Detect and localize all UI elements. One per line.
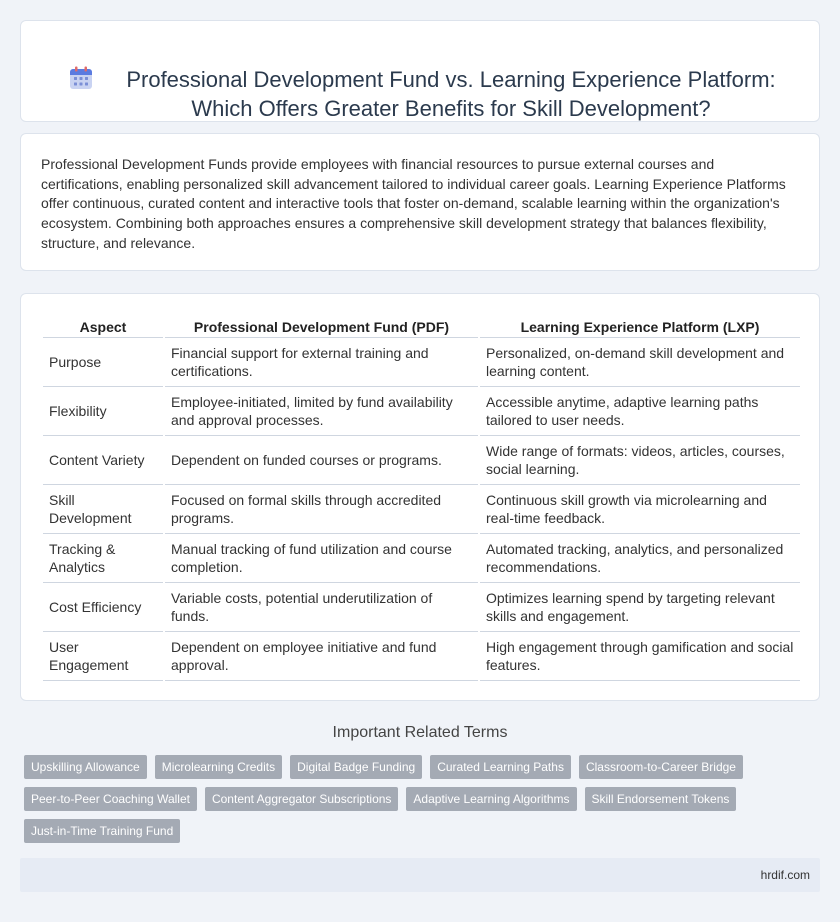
term-tag[interactable]: Classroom-to-Career Bridge	[579, 755, 743, 779]
row-pdf: Financial support for external training and certifications.	[165, 338, 478, 387]
header-aspect: Aspect	[43, 314, 163, 338]
row-aspect: Skill Development	[43, 485, 163, 534]
term-tag[interactable]: Curated Learning Paths	[430, 755, 571, 779]
row-lxp: High engagement through gamification and social features.	[480, 632, 800, 681]
footer-site-link[interactable]: hrdif.com	[760, 868, 810, 882]
related-terms	[24, 755, 824, 851]
row-lxp: Personalized, on-demand skill development and learning content.	[480, 338, 800, 387]
row-lxp: Optimizes learning spend by targeting relevant skills and engagement.	[480, 583, 800, 632]
table-row	[43, 583, 800, 632]
title-card	[20, 20, 820, 122]
page-title: Professional Development Fund vs. Learning Experience Platform: Which Offers Greater Benefits for Skill Development?	[126, 67, 776, 121]
intro-card	[20, 133, 820, 271]
term-tag[interactable]: Digital Badge Funding	[290, 755, 422, 779]
header-pdf: Professional Development Fund (PDF)	[165, 314, 478, 338]
term-tag[interactable]: Peer-to-Peer Coaching Wallet	[24, 787, 197, 811]
tag-row	[24, 819, 824, 843]
row-aspect: Purpose	[43, 338, 163, 387]
row-pdf: Variable costs, potential underutilization of funds.	[165, 583, 478, 632]
header-lxp: Learning Experience Platform (LXP)	[480, 314, 800, 338]
row-lxp: Continuous skill growth via microlearning and real-time feedback.	[480, 485, 800, 534]
comparison-card	[20, 293, 820, 701]
calendar-icon	[69, 66, 93, 90]
intro-paragraph: Professional Development Funds provide employees with financial resources to pursue external courses and certifications, enabling personalized skill advancement tailored to individual career goals. Learning Experience Platforms offer continuous, curated content and interactive tools that foster on-demand, scalable learning within the organization's ecosystem. Combining both approaches ensures a comprehensive skill development strategy that balances flexibility, structure, and relevance.	[41, 156, 786, 251]
row-aspect: Cost Efficiency	[43, 583, 163, 632]
table-row	[43, 387, 800, 436]
term-tag[interactable]: Just-in-Time Training Fund	[24, 819, 180, 843]
row-aspect: User Engagement	[43, 632, 163, 681]
tag-row	[24, 755, 824, 779]
table-row	[43, 338, 800, 387]
term-tag[interactable]: Upskilling Allowance	[24, 755, 147, 779]
tag-row	[24, 787, 824, 811]
row-lxp: Accessible anytime, adaptive learning paths tailored to user needs.	[480, 387, 800, 436]
row-lxp: Wide range of formats: videos, articles, courses, social learning.	[480, 436, 800, 485]
term-tag[interactable]: Microlearning Credits	[155, 755, 282, 779]
row-aspect: Flexibility	[43, 387, 163, 436]
related-terms-heading: Important Related Terms	[332, 724, 508, 741]
table-row	[43, 485, 800, 534]
row-aspect: Content Variety	[43, 436, 163, 485]
row-pdf: Employee-initiated, limited by fund availability and approval processes.	[165, 387, 478, 436]
row-pdf: Focused on formal skills through accredited programs.	[165, 485, 478, 534]
term-tag[interactable]: Skill Endorsement Tokens	[585, 787, 737, 811]
row-pdf: Manual tracking of fund utilization and course completion.	[165, 534, 478, 583]
table-header-row	[43, 314, 800, 338]
row-pdf: Dependent on funded courses or programs.	[165, 436, 478, 485]
table-row	[43, 436, 800, 485]
row-pdf: Dependent on employee initiative and fund approval.	[165, 632, 478, 681]
comparison-table	[41, 314, 802, 681]
table-row	[43, 632, 800, 681]
row-lxp: Automated tracking, analytics, and personalized recommendations.	[480, 534, 800, 583]
row-aspect: Tracking & Analytics	[43, 534, 163, 583]
term-tag[interactable]: Content Aggregator Subscriptions	[205, 787, 398, 811]
term-tag[interactable]: Adaptive Learning Algorithms	[406, 787, 576, 811]
table-row	[43, 534, 800, 583]
footer	[20, 858, 820, 892]
